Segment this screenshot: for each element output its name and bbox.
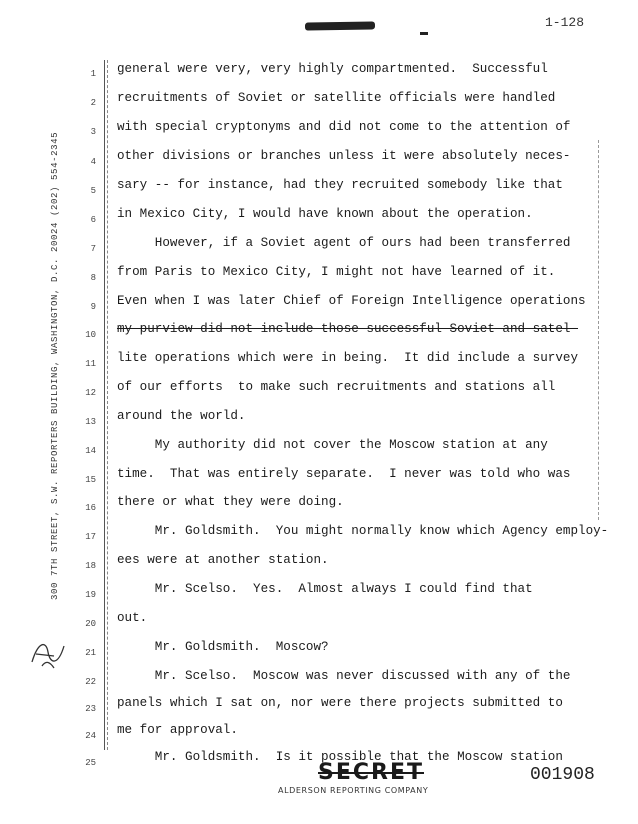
- transcript-line: Mr. Scelso. Moscow was never discussed with any of the: [117, 669, 571, 683]
- transcript-line: Mr. Goldsmith. You might normally know which Agency employ-: [117, 524, 609, 538]
- right-margin-dashed-rule: [598, 140, 599, 520]
- line-number: 1: [90, 69, 96, 79]
- header-dash-mark: [420, 32, 428, 35]
- transcript-line: My authority did not cover the Moscow station at any: [117, 438, 548, 452]
- transcript-line: there or what they were doing.: [117, 495, 344, 509]
- line-number: 22: [85, 677, 96, 687]
- transcript-line: around the world.: [117, 409, 246, 423]
- transcript-line: general were very, very highly compartmented. Successful: [117, 62, 548, 76]
- line-number: 12: [85, 388, 96, 398]
- transcript-line: out.: [117, 611, 148, 625]
- reporter-address-side-text: 300 7TH STREET, S.W. REPORTERS BUILDING, WASHINGTON, D.C. 20024 (202) 554-2345: [50, 131, 60, 600]
- transcript-line: ees were at another station.: [117, 553, 329, 567]
- line-number: 21: [85, 648, 96, 658]
- line-number: 17: [85, 532, 96, 542]
- transcript-line: recruitments of Soviet or satellite officials were handled: [117, 91, 556, 105]
- line-number: 25: [85, 758, 96, 768]
- transcript-line: Mr. Scelso. Yes. Almost always I could find that: [117, 582, 533, 596]
- transcript-line: lite operations which were in being. It did include a survey: [117, 351, 579, 365]
- line-number: 18: [85, 561, 96, 571]
- transcript-line: with special cryptonyms and did not come to the attention of: [117, 120, 571, 134]
- line-number: 20: [85, 619, 96, 629]
- left-margin-rule: [104, 60, 105, 750]
- handwritten-scribble-icon: [28, 632, 68, 672]
- transcript-line: However, if a Soviet agent of ours had been transferred: [117, 236, 571, 250]
- line-number: 3: [90, 127, 96, 137]
- transcript-line: from Paris to Mexico City, I might not have learned of it.: [117, 265, 556, 279]
- secret-stamp: SECRET: [318, 760, 424, 785]
- transcript-line: me for approval.: [117, 723, 238, 737]
- line-number: 5: [90, 186, 96, 196]
- transcript-line: Even when I was later Chief of Foreign Intelligence operations: [117, 294, 586, 308]
- line-number: 24: [85, 731, 96, 741]
- line-number: 15: [85, 475, 96, 485]
- line-number: 2: [90, 98, 96, 108]
- line-number: 14: [85, 446, 96, 456]
- document-number: 001908: [530, 765, 595, 785]
- page-number: 1-128: [545, 15, 585, 30]
- line-number: 4: [90, 157, 96, 167]
- line-number: 23: [85, 704, 96, 714]
- transcript-line: of our efforts to make such recruitments and stations all: [117, 380, 556, 394]
- line-number: 11: [85, 359, 96, 369]
- transcript-line: Mr. Goldsmith. Moscow?: [117, 640, 329, 654]
- transcript-line: other divisions or branches unless it were absolutely neces-: [117, 149, 571, 163]
- line-number: 10: [85, 330, 96, 340]
- line-number: 13: [85, 417, 96, 427]
- line-number: 16: [85, 503, 96, 513]
- transcript-line: time. That was entirely separate. I never was told who was: [117, 467, 571, 481]
- transcript-line: Mr. Goldsmith. Is it possible that the Moscow station: [117, 750, 563, 764]
- line-number: 19: [85, 590, 96, 600]
- transcript-line: panels which I sat on, nor were there projects submitted to: [117, 696, 563, 710]
- transcript-line: in Mexico City, I would have known about the operation.: [117, 207, 533, 221]
- transcript-line: sary -- for instance, had they recruited somebody like that: [117, 178, 563, 192]
- line-number: 8: [90, 273, 96, 283]
- transcript-line-struck: my purview did not include those successful Soviet and satel-: [117, 322, 579, 336]
- line-number: 9: [90, 302, 96, 312]
- reporting-company: ALDERSON REPORTING COMPANY: [278, 786, 429, 795]
- line-number: 7: [90, 244, 96, 254]
- left-margin-dashed-rule: [107, 60, 108, 750]
- line-number: 6: [90, 215, 96, 225]
- header-redaction-mark: [305, 21, 375, 30]
